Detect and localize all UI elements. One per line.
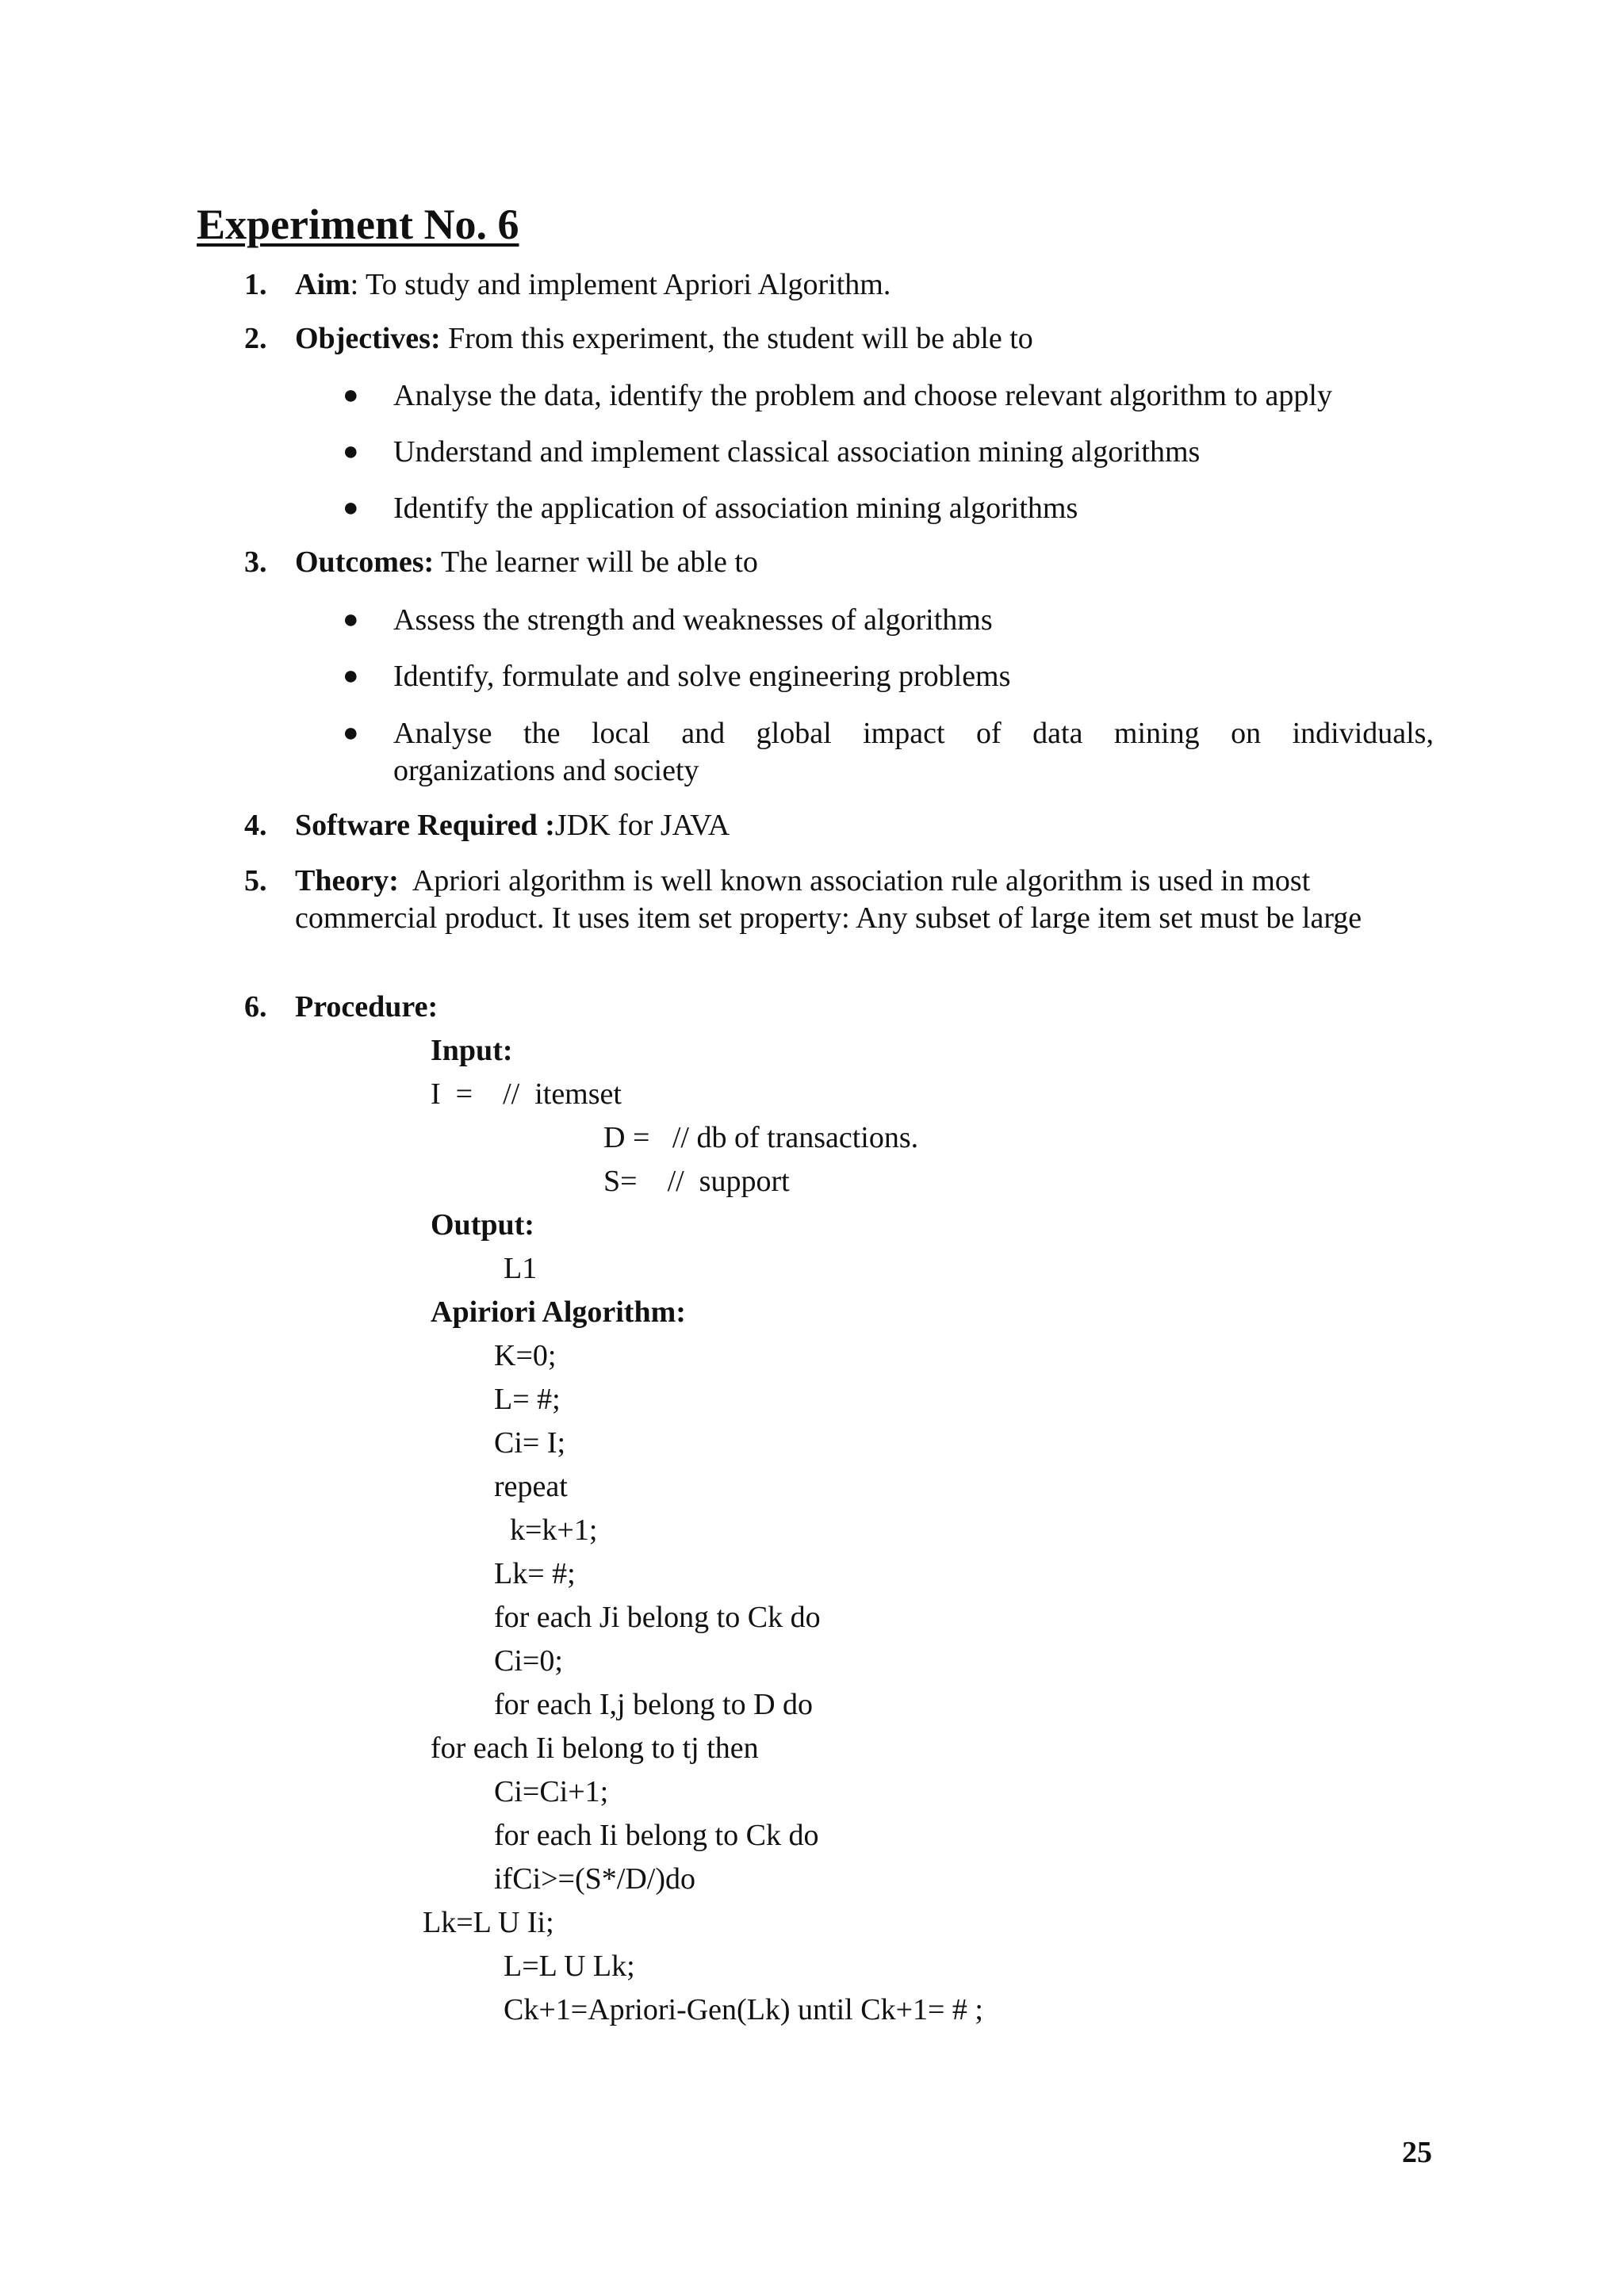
algorithm-line: repeat xyxy=(494,1470,568,1503)
theory-label: Theory: xyxy=(295,864,399,897)
algorithm-line: for each Ii belong to tj then xyxy=(431,1732,759,1765)
word: global xyxy=(756,717,832,750)
outcomes-text: The learner will be able to xyxy=(434,545,758,579)
algorithm-label: Apiriori Algorithm: xyxy=(431,1295,686,1329)
output-value: L1 xyxy=(504,1252,538,1285)
input-line: S= // support xyxy=(603,1165,790,1198)
item-number: 1. xyxy=(244,268,267,301)
item-number: 6. xyxy=(244,990,267,1024)
aim-label: Aim xyxy=(295,268,350,301)
algorithm-line: K=0; xyxy=(494,1339,557,1372)
algorithm-line: Ci= I; xyxy=(494,1426,566,1460)
procedure-line xyxy=(295,987,438,1027)
algorithm-line: Ck+1=Apriori-Gen(Lk) until Ck+1= # ; xyxy=(504,1993,983,2026)
bullet-icon: ● xyxy=(343,381,359,410)
outcome-bullet: Identify, formulate and solve engineering problems xyxy=(393,660,1011,693)
software-label: Software Required : xyxy=(295,809,555,842)
objective-bullet: Identify the application of association mining algorithms xyxy=(393,492,1078,525)
objectives-text: From this experiment, the student will be able to xyxy=(440,322,1033,355)
word: data xyxy=(1032,717,1083,750)
theory-text: Apriori algorithm is well known association rule algorithm is used in most commercial product. It uses item set property: Any subset of large item set must be large xyxy=(295,864,1362,935)
algorithm-line: Ci=Ci+1; xyxy=(494,1775,609,1808)
aim-text: : To study and implement Apriori Algorithm. xyxy=(350,268,891,301)
page-title: Experiment No. 6 xyxy=(197,201,519,248)
bullet-icon: ● xyxy=(343,718,359,748)
input-line: D = // db of transactions. xyxy=(603,1121,919,1154)
outcome-bullet-continuation: organizations and society xyxy=(393,754,699,787)
word: and xyxy=(681,717,726,750)
objectives-label: Objectives: xyxy=(295,322,441,355)
item-number: 3. xyxy=(244,545,267,579)
input-label: Input: xyxy=(431,1034,513,1067)
theory-paragraph xyxy=(295,863,1437,937)
algorithm-line: for each I,j belong to D do xyxy=(494,1688,814,1721)
outcome-bullet: Assess the strength and weaknesses of algorithms xyxy=(393,603,993,637)
word: local xyxy=(591,717,650,750)
word: of xyxy=(976,717,1002,750)
word: impact xyxy=(863,717,945,750)
objective-bullet: Understand and implement classical association mining algorithms xyxy=(393,435,1201,469)
word: on xyxy=(1231,717,1262,750)
objective-bullet: Analyse the data, identify the problem and choose relevant algorithm to apply xyxy=(393,379,1332,412)
page-number: 25 xyxy=(1402,2136,1432,2169)
outcomes-label: Outcomes: xyxy=(295,545,435,579)
algorithm-line: L= #; xyxy=(494,1383,561,1416)
word: mining xyxy=(1113,717,1200,750)
algorithm-line: for each Ii belong to Ck do xyxy=(494,1819,819,1852)
aim-line xyxy=(295,265,891,304)
bullet-icon: ● xyxy=(343,437,359,466)
software-line xyxy=(295,806,730,845)
bullet-icon: ● xyxy=(343,605,359,634)
outcomes-line xyxy=(295,542,758,582)
bullet-icon: ● xyxy=(343,493,359,522)
word: individuals, xyxy=(1292,717,1434,750)
outcome-bullet-justified xyxy=(393,714,1434,753)
algorithm-line: Ci=0; xyxy=(494,1644,563,1678)
procedure-label: Procedure: xyxy=(295,990,439,1024)
algorithm-line: Lk= #; xyxy=(494,1557,576,1590)
algorithm-line: k=k+1; xyxy=(510,1513,598,1547)
input-line: I = // itemset xyxy=(431,1077,622,1111)
word: Analyse xyxy=(393,717,492,750)
algorithm-line: for each Ji belong to Ck do xyxy=(494,1601,821,1634)
bullet-icon: ● xyxy=(343,661,359,691)
word: the xyxy=(523,717,561,750)
item-number: 5. xyxy=(244,864,267,897)
algorithm-line: L=L U Lk; xyxy=(504,1950,635,1983)
software-text: JDK for JAVA xyxy=(554,809,730,842)
item-number: 4. xyxy=(244,809,267,842)
objectives-line xyxy=(295,319,1033,358)
algorithm-line: ifCi>=(S*/D/)do xyxy=(494,1862,695,1896)
algorithm-line: Lk=L U Ii; xyxy=(423,1906,554,1939)
item-number: 2. xyxy=(244,322,267,355)
output-label: Output: xyxy=(431,1208,534,1242)
